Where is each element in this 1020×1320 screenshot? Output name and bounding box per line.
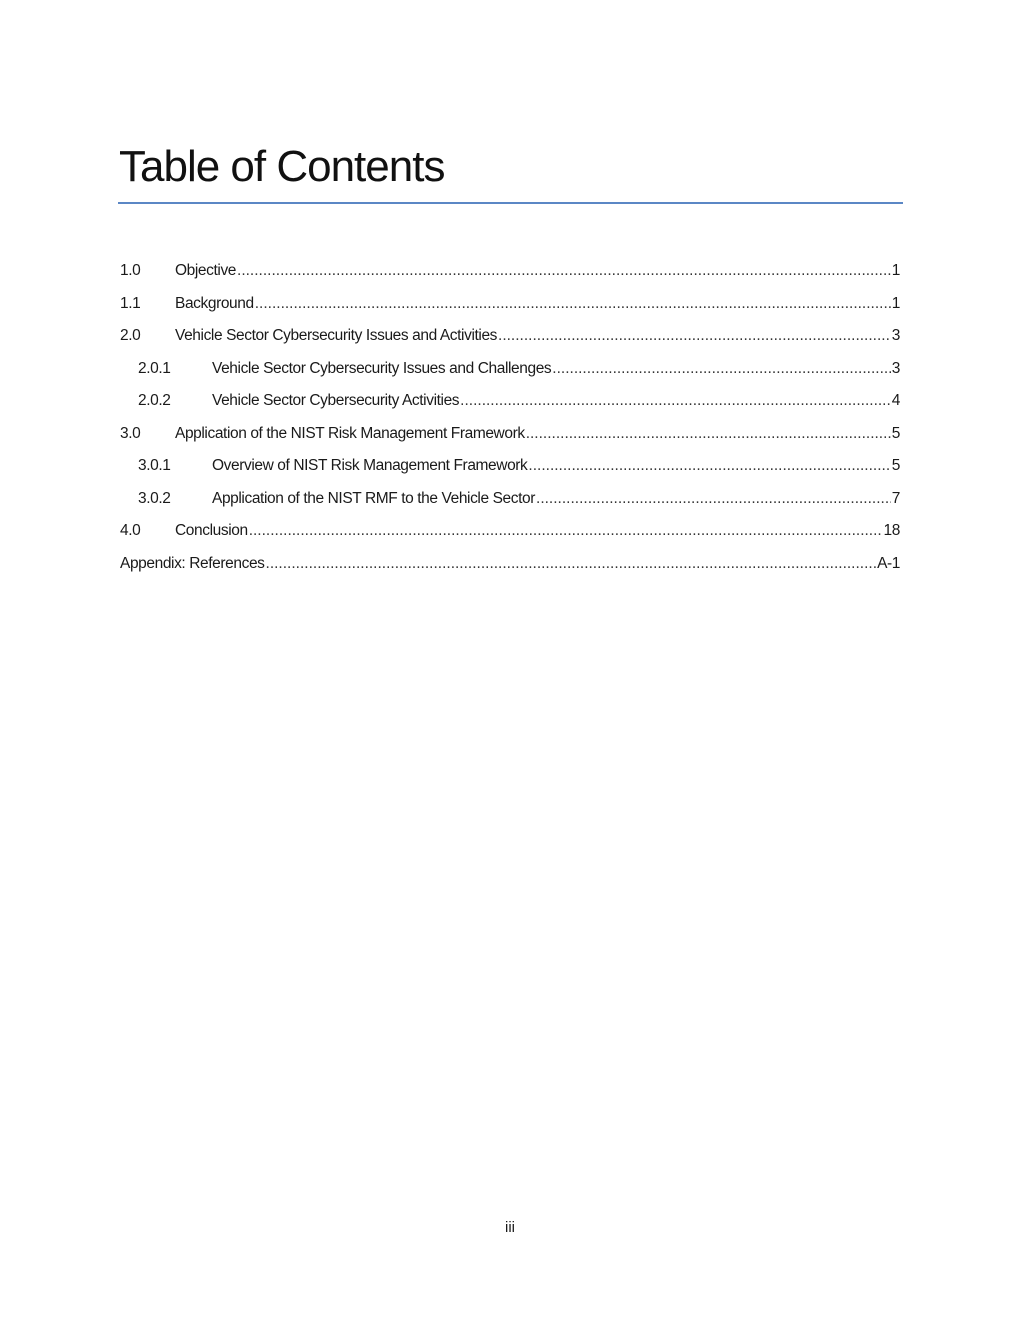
table-of-contents [120,262,900,587]
toc-entry-label: Overview of NIST Risk Management Framework [212,457,528,474]
toc-entry-page: 4 [891,392,900,409]
dot-leader [249,522,883,540]
toc-entry-issues-activities[interactable] [120,327,900,360]
toc-entry-label: Appendix: References [120,554,265,572]
page-number: iii [505,1219,515,1236]
toc-entry-page: 3 [891,359,900,377]
toc-entry-label: Vehicle Sector Cybersecurity Issues and Activities [175,327,498,344]
toc-entry-label: Application of the NIST RMF to the Vehicle Sector [212,489,536,507]
toc-entry-number: 3.0.1 [138,457,171,474]
toc-entry-page: 1 [891,294,900,312]
toc-entry-page: 1 [891,262,900,279]
toc-entry-page: 3 [891,327,900,344]
toc-entry-issues-challenges[interactable] [120,360,900,393]
toc-entry-page: 7 [891,489,900,507]
title-divider [118,202,903,204]
dot-leader [498,327,891,345]
toc-entry-page: 5 [891,457,900,474]
toc-entry-number: 3.0 [120,424,141,442]
dot-leader [255,295,891,313]
toc-entry-number: 2.0.2 [138,392,171,409]
toc-entry-number: 2.0 [120,327,141,344]
toc-entry-page: 5 [891,424,900,442]
toc-entry-background[interactable] [120,295,900,328]
toc-entry-label: Application of the NIST Risk Management Framework [175,424,525,442]
toc-entry-rmf-overview[interactable] [120,457,900,490]
toc-entry-number: 2.0.1 [138,359,171,377]
dot-leader [528,457,890,475]
toc-entry-number: 1.0 [120,262,141,279]
toc-entry-objective[interactable] [120,262,900,295]
toc-entry-cybersecurity-activities[interactable] [120,392,900,425]
toc-entry-page: 18 [883,522,900,539]
toc-entry-number: 3.0.2 [138,489,171,507]
toc-entry-conclusion[interactable] [120,522,900,555]
dot-leader [237,262,891,280]
toc-entry-rmf-vehicle-sector[interactable] [120,490,900,523]
toc-entry-label: Vehicle Sector Cybersecurity Issues and Challenges [212,359,552,377]
toc-entry-appendix-references[interactable] [120,555,900,588]
toc-entry-label: Conclusion [175,522,248,539]
dot-leader [526,425,891,443]
toc-entry-label: Objective [175,262,237,279]
toc-entry-page: A-1 [877,554,900,572]
dot-leader [552,360,890,378]
toc-entry-label: Background [175,294,254,312]
dot-leader [460,392,891,410]
toc-entry-number: 4.0 [120,522,141,539]
toc-entry-nist-rmf-application[interactable] [120,425,900,458]
page-title: Table of Contents [119,142,445,191]
toc-entry-label: Vehicle Sector Cybersecurity Activities [212,392,460,409]
dot-leader [536,490,891,508]
toc-entry-number: 1.1 [120,294,141,312]
dot-leader [266,555,877,573]
